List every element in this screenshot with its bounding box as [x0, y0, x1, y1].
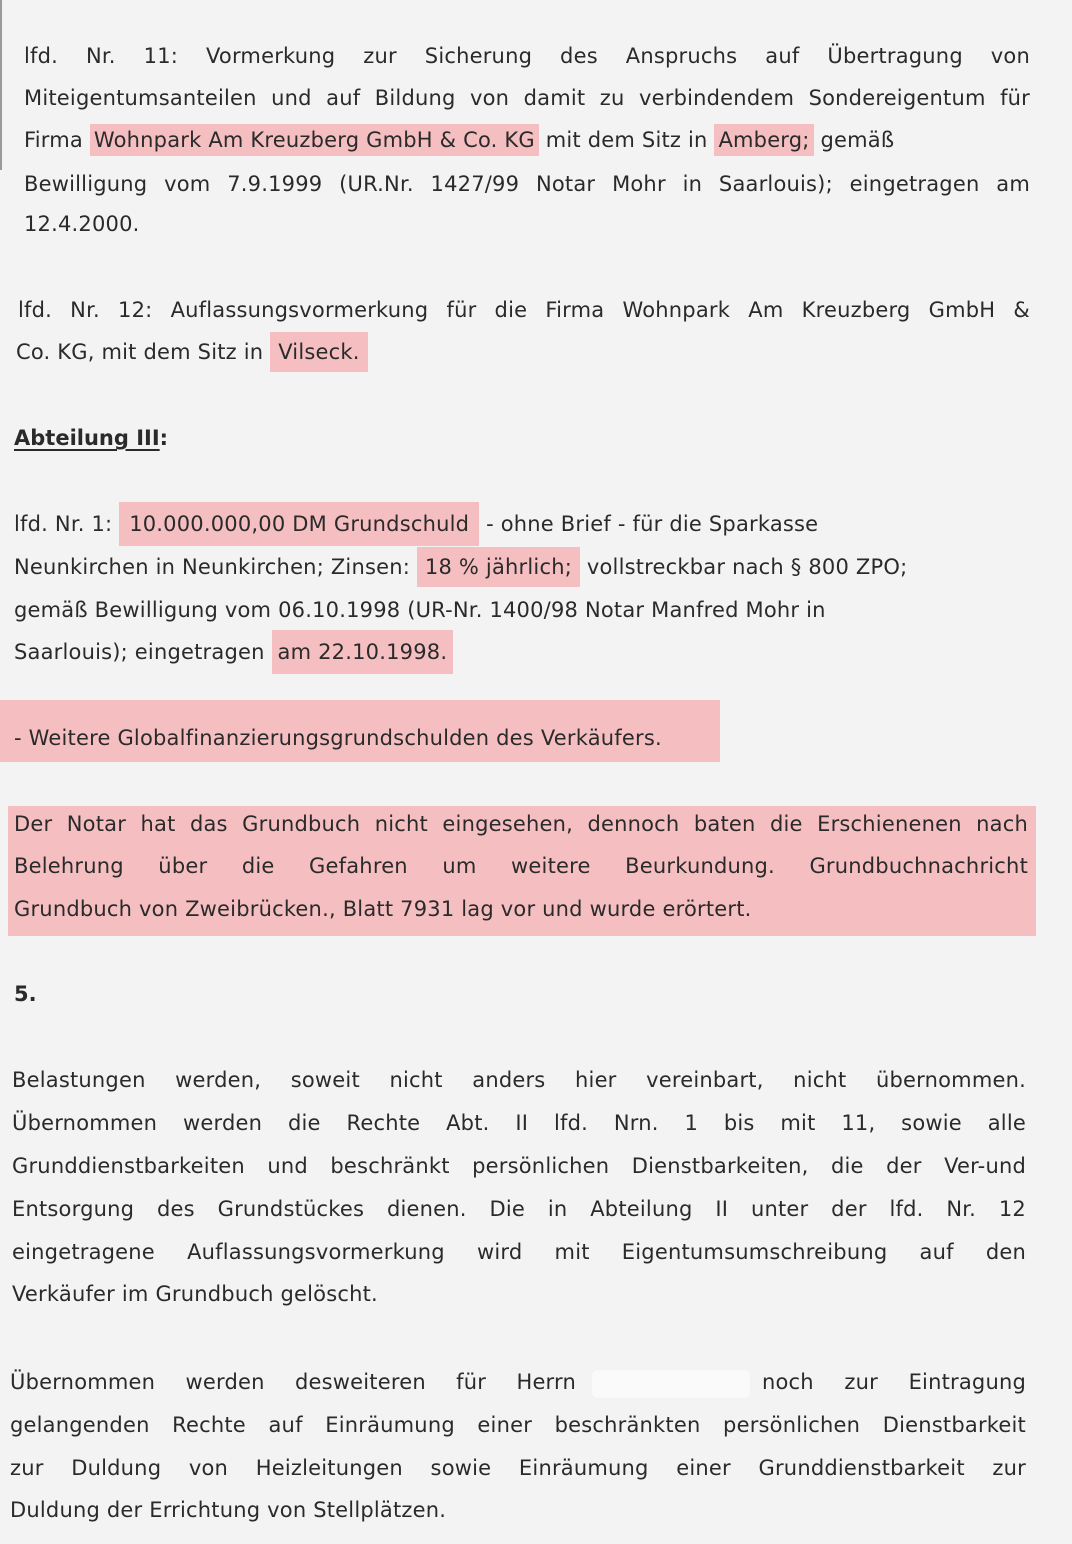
- text-line: Grunddienstbarkeiten und beschränkt persönlichen Dienstbarkeiten, die der Ver-und: [12, 1154, 1026, 1178]
- text-fragment: Firma: [24, 128, 90, 152]
- heading-colon: :: [159, 426, 169, 450]
- heading-text: Abteilung III: [14, 426, 160, 450]
- section-heading-abteilung-iii: [14, 424, 168, 452]
- text-line: Übernommen werden die Rechte Abt. II lfd. Nrn. 1 bis mit 11, sowie alle: [12, 1111, 1026, 1135]
- text-fragment: - ohne Brief - für die Sparkasse: [479, 512, 819, 536]
- scan-edge-shadow: [0, 0, 2, 170]
- highlight-city-amberg: Amberg;: [714, 124, 813, 156]
- text-line: lfd. Nr. 12: Auflassungsvormerkung für die Firma Wohnpark Am Kreuzberg GmbH &: [18, 298, 1030, 322]
- further-encumbrances-note: - Weitere Globalfinanzierungsgrundschulden des Verkäufers.: [14, 726, 662, 750]
- highlight-grundschuld-amount: 10.000.000,00 DM Grundschuld: [119, 502, 479, 546]
- text-line: Verkäufer im Grundbuch gelöscht.: [12, 1282, 378, 1306]
- text-line: noch zur Eintragung: [762, 1370, 1026, 1394]
- highlight-interest-rate: 18 % jährlich;: [417, 547, 580, 587]
- text-line: zur Duldung von Heizleitungen sowie Einräumung einer Grunddienstbarkeit zur: [10, 1456, 1026, 1480]
- text-fragment: Neunkirchen in Neunkirchen; Zinsen:: [14, 555, 417, 579]
- text-fragment: lfd. Nr. 1:: [14, 512, 120, 536]
- text-line: Entsorgung des Grundstückes dienen. Die in Abteilung II unter der lfd. Nr. 12: [12, 1197, 1026, 1221]
- text-line: [14, 510, 1030, 538]
- text-line: Belehrung über die Gefahren um weitere Beurkundung. Grundbuchnachricht: [14, 854, 1028, 878]
- text-line: Der Notar hat das Grundbuch nicht eingesehen, dennoch baten die Erschienenen nach: [14, 812, 1028, 836]
- text-line: [14, 553, 1030, 581]
- text-line: [24, 126, 1030, 154]
- section-heading-5: 5.: [14, 982, 37, 1006]
- text-fragment: Saarlouis); eingetragen: [14, 640, 272, 664]
- text-line: 12.4.2000.: [24, 212, 140, 236]
- highlight-registration-date: am 22.10.1998.: [272, 630, 454, 674]
- text-line: [14, 638, 453, 666]
- text-fragment: vollstreckbar nach § 800 ZPO;: [579, 555, 908, 579]
- text-fragment: Co. KG, mit dem Sitz in: [16, 340, 264, 364]
- text-line: Duldung der Errichtung von Stellplätzen.: [10, 1498, 447, 1522]
- text-line: Grundbuch von Zweibrücken., Blatt 7931 lag vor und wurde erörtert.: [14, 897, 752, 921]
- text-line: lfd. Nr. 11: Vormerkung zur Sicherung des Anspruchs auf Übertragung von: [24, 44, 1030, 68]
- text-line: Übernommen werden desweiteren für Herrn: [10, 1370, 576, 1394]
- text-line: Bewilligung vom 7.9.1999 (UR.Nr. 1427/99 Notar Mohr in Saarlouis); eingetragen am: [24, 172, 1030, 196]
- redacted-name: [592, 1370, 750, 1398]
- highlight-company-name: Wohnpark Am Kreuzberg GmbH & Co. KG: [90, 124, 539, 156]
- text-line: [16, 338, 368, 366]
- text-line: eingetragene Auflassungsvormerkung wird mit Eigentumsumschreibung auf den: [12, 1240, 1026, 1264]
- text-line: Belastungen werden, soweit nicht anders hier vereinbart, nicht übernommen.: [12, 1068, 1026, 1092]
- text-line: gelangenden Rechte auf Einräumung einer beschränkten persönlichen Dienstbarkeit: [10, 1413, 1026, 1437]
- text-line: Miteigentumsanteilen und auf Bildung von damit zu verbindendem Sondereigentum für: [24, 86, 1030, 110]
- text-fragment: gemäß: [813, 128, 895, 152]
- text-line: gemäß Bewilligung vom 06.10.1998 (UR-Nr. 1400/98 Notar Manfred Mohr in: [14, 598, 826, 622]
- text-fragment: mit dem Sitz in: [538, 128, 715, 152]
- highlight-city-vilseck: Vilseck.: [270, 332, 367, 372]
